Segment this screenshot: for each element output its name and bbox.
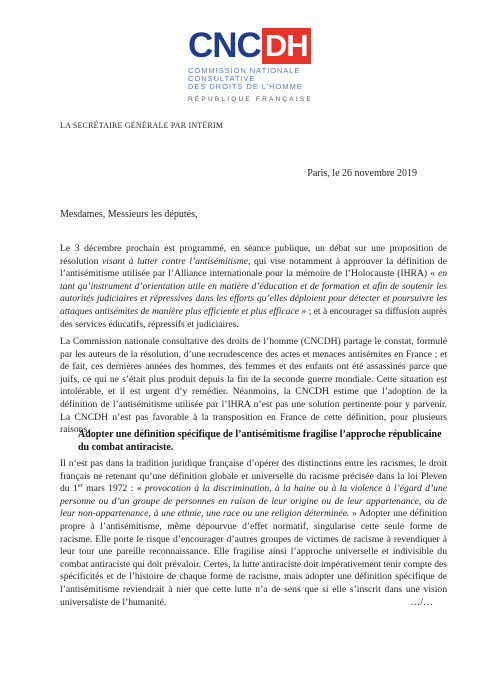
p1-text-a: Le 3 décembre prochain est programmé, en séance publique, un débat sur une proposition de résolution [60,243,447,267]
p3-text-b: mars 1972 : « [82,483,145,495]
paragraph-1 [60,243,447,331]
signatory-line: LA SECRÉTAIRE GÉNÉRALE PAR INTÉRIM [60,121,224,130]
logo-subtitle-line: CONSULTATIVE [188,74,256,84]
p1-quote: en tant qu’instrument d’orientation utile en matière d’éducation et de formation et afin de soutenir les autorités judiciaires et répressives dans les efforts qu’elles déploient pour détecter et poursuivre les attaques antisémites de manière plus efficiente et plus efficace [60,268,447,317]
logo-subtitle [188,67,328,92]
logo-republique: RÉPUBLIQUE FRANÇAISE [188,95,313,103]
logo-wordmark [188,28,328,64]
p1-resolution-title: visant à lutter contre l’antisémitisme [102,255,248,267]
p3-superscript: er [77,482,83,489]
logo-subtitle-line: COMMISSION NATIONALE [188,66,301,75]
salutation: Mesdames, Messieurs les députés, [60,209,198,220]
paragraph-3 [60,458,447,609]
logo-cnc-text: CNC [188,26,261,65]
p1-text-e: » ; et à encourager sa diffusion auprès des services éducatifs, répressifs et judiciaires. [60,305,447,330]
p1-text-c: , qui vise notamment à approuver la définition de l’antisémitisme utilisée par l’Alliance internationale pour la mémoire de l’Holocauste (IHRA) « [60,255,447,280]
logo-subtitle-line: DES DROITS DE L’HOMME [188,82,303,92]
cncdh-logo [188,28,328,103]
continuation-mark: …/… [410,597,433,608]
p3-text-a: Il n’est pas dans la tradition juridique française d’opérer des distinctions entre les racismes, le droit français ne retenant qu’une définition globale et universelle du racisme précisée dans la loi Pleven du 1 [60,458,447,495]
p3-text-d: » Adopter une définition propre à l’antisémitisme, même dépourvue d’effet normatif, singularise cette seule forme de racisme. Elle porte le risque d’encourager d’autres groupes de victimes de racisme à revendiquer à leur tour une pareille reconnaissance. Elle fragilise ainsi l’approche universelle et indivisible du combat antiraciste qui doit prévaloir. Certes, la lutte antiraciste doit impérativement tenir compte des spécificités et de l’histoire de chaque forme de racisme, mais adopter une définition spécifique de l’antisémitisme reviendrait à nier que cette lutte n’a de sens que si elle s’inscrit dans une vision universaliste de l’humanité. [60,508,448,608]
letter-date: Paris, le 26 novembre 2019 [307,168,417,179]
p3-law-quote: provocation à la discrimination, à la haine ou à la violence à l’égard d’une personne ou d’un groupe de personnes en raison de leur origine ou de leur appartenance, ou de leur non-appartenance, à une ethnie, une race ou une religion déterminée. [60,483,447,520]
section-heading: Adopter une définition spécifique de l’antisémitisme fragilise l’approche républicaine du combat antiraciste. [78,429,442,453]
logo-dh-text: DH [262,28,311,64]
paragraph-2: La Commission nationale consultative des droits de l’homme (CNCDH) partage le constat, formulé par les auteurs de la résolution, d’une recrudescence des actes et menaces antisémites en France ; et de fait, ces dernières années des hommes, des femmes et des enfants ont été assassinés parce que juifs, ce qui ne s’était plus produit depuis la fin de la seconde guerre mondiale. Cette situation est intolérable, et il est urgent d’y remédier. Néanmoins, la CNCDH estime que l’adoption de la définition de l’antisémitisme utilisée par l’IHRA n’est pas une solution pertinente pour y parvenir. La CNCDH n’est pas favorable à la transposition en France de cette définition, pour plusieurs raisons. [60,336,447,436]
